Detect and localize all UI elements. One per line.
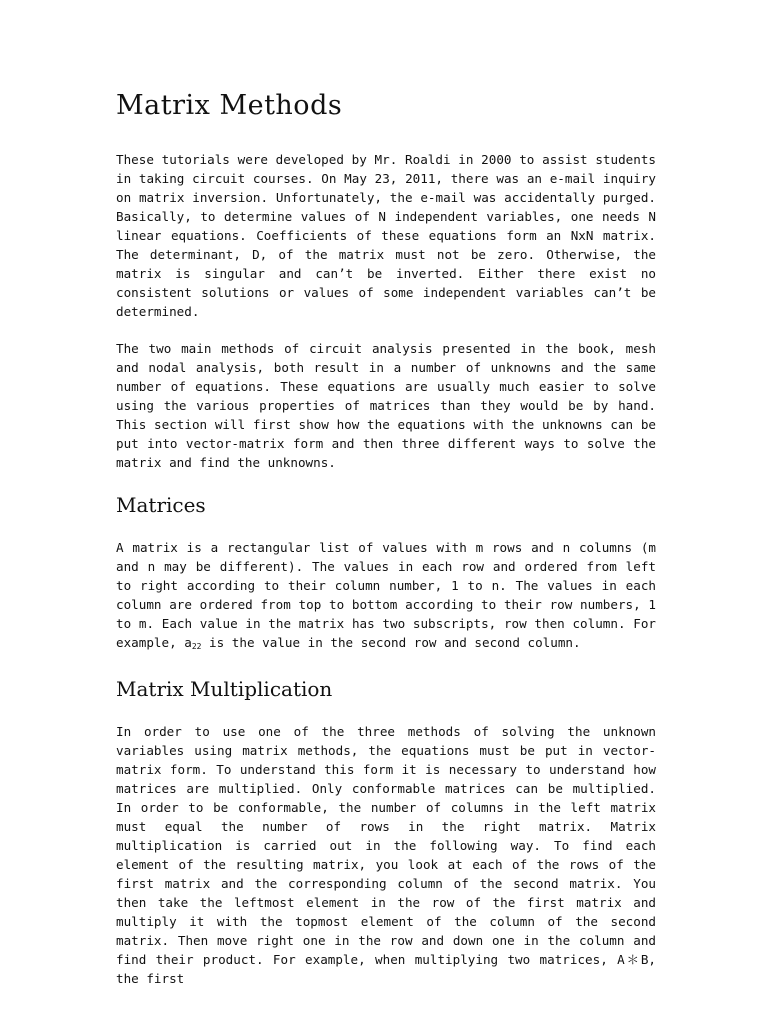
intro-paragraph-2: The two main methods of circuit analysis presented in the book, mesh and nodal analysis, both result in a number of unknowns and the same number of equations. These equations are usually much easier to solve using the various properties of matrices than they would be by hand. This section will first show how the equations with the unknowns can be put into vector-matrix form and then three different ways to solve the matrix and find the unknowns. — [116, 341, 656, 470]
page-title: Matrix Methods — [116, 90, 343, 121]
section-heading-matrices: Matrices — [116, 493, 206, 517]
multiplication-paragraph: In order to use one of the three methods of solving the unknown variables using matrix methods, the equations must be put in vector-matrix form. To understand this form it is necessary to understand how matrices are multiplied. Only conformable matrices can be multiplied. In order to be conformable, the number of columns in the left matrix must equal the number of rows in the right matrix. Matrix multiplication is carried out in the following way. To find each element of the resulting matrix, you look at each of the rows of the first matrix and the corresponding column of the second matrix. You then take the leftmost element in the row of the first matrix and multiply it with the topmost element of the column of the second matrix. Then move right one in the row and down one in the column and find their product. For example, when multiplying two matrices, A＊B, the first — [116, 724, 656, 986]
section-heading-matrix-multiplication: Matrix Multiplication — [116, 677, 333, 701]
matrices-paragraph-text-end: is the value in the second row and second column. — [201, 635, 581, 650]
document-content — [116, 88, 656, 988]
subscript-22: 22 — [191, 642, 202, 651]
matrices-paragraph-text: A matrix is a rectangular list of values with m rows and n columns (m and n may be different). The values in each row and ordered from left to right according to their column number, 1 to n. The values in each column are ordered from top to bottom according to their row numbers, 1 to m. Each value in the matrix has two subscripts, row then column. For example, a — [116, 540, 656, 650]
matrices-paragraph — [116, 538, 656, 656]
intro-paragraph-1: These tutorials were developed by Mr. Roaldi in 2000 to assist students in taking circuit courses. On May 23, 2011, there was an e-mail inquiry on matrix inversion. Unfortunately, the e-mail was accidentally purged. Basically, to determine values of N independent variables, one needs N linear equations. Coefficients of these equations form an NxN matrix. The determinant, D, of the matrix must not be zero. Otherwise, the matrix is singular and can’t be inverted. Either there exist no consistent solutions or values of some independent variables can’t be determined. — [116, 152, 656, 319]
